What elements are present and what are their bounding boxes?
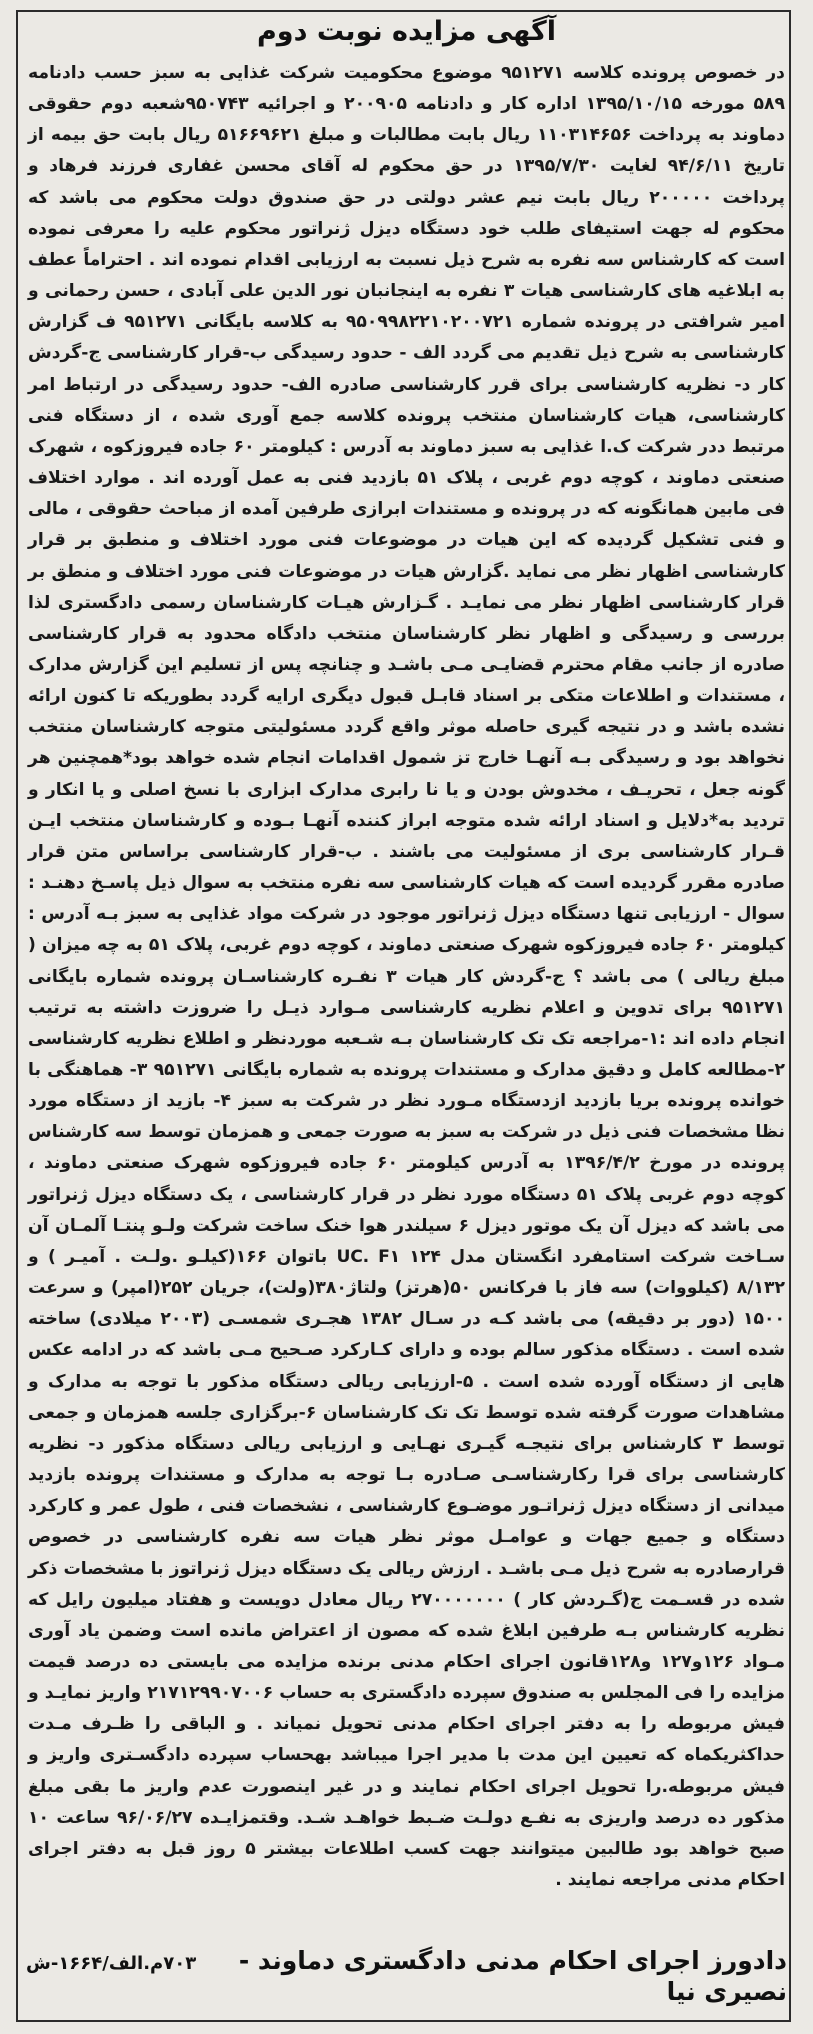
notice-footer [26,1946,787,2006]
court-office: دادورز اجرای احکام مدنی دادگستری دماوند - [238,1946,787,1975]
reference-number: ۷۰۳م.الف/۱۶۶۴-ش [26,1953,197,1974]
footer-first-line [26,1946,787,1975]
notice-body: در خصوص پرونده کلاسه ۹۵۱۲۷۱ موضوع محکومیت شرکت غذایی به سبز حسب دادنامه ۵۸۹ مورخه ۱۳۹۵/۱۰/۱۵ اداره کار و دادنامه ۲۰۰۹۰۵ و اجرائیه ۹۵۰۷۴۳شعبه دوم حقوقی دماوند به پرداخت ۱۱۰۳۱۴۶۵۶ ریال بابت مطالبات و مبلغ ۵۱۶۶۹۶۲۱ ریال بابت حق بیمه از تاریخ ۹۴/۶/۱۱ لغایت ۱۳۹۵/۷/۳۰ در حق محکوم له آقای محسن غفاری فرزند فرهاد و پرداخت ۲۰۰۰۰۰ ریال بابت نیم عشر دولتی در حق صندوق دولت محکوم می باشد که محکوم له جهت استیفای طلب خود دستگاه دیزل ژنراتور محکوم علیه را معرفی نموده است که کارشناس سه نفره به شرح ذیل نسبت به ارزیابی اقدام نموده اند . احتراماً عطف به ابلاغیه های کارشناسی هیات ۳ نفره به اینجانبان نور الدین علی آبادی ، حسن رحمانی و امیر شرافتی در پرونده شماره ۹۵۰۹۹۸۲۲۱۰۲۰۰۷۲۱ به کلاسه بایگانی ۹۵۱۲۷۱ ف گزارش کارشناسی به شرح ذیل تقدیم می گردد الف - حدود رسیدگی ب-قرار کارشناسی ج-گردش کار د- نظریه کارشناسی برای قرر کارشناسی صادره الف- حدود رسیدگی در ارتباط امر کارشناسی، هیات کارشناسان منتخب پرونده کلاسه جمع آوری شده ، از دستگاه فنی مرتبط ددر شرکت ک.ا غذایی به سبز دماوند به آدرس : کیلومتر ۶۰ جاده فیروزکوه ، شهرک صنعتی دماوند ، کوچه دوم غربی ، پلاک ۵۱ بازدید فنی به عمل آورده اند . موارد اختلاف فی مابین همانگونه که در پرونده و مستندات ابرازی طرفین آمده از مباحث حقوقی ، مالی و فنی تشکیل گردیده که این هیات در موضوعات فنی مورد اختلاف و منطبق بر قرار کارشناسی اظهار نظر می نماید .گزارش هیات در موضوعات فنی مورد اختلاف و منطق بر قرار کارشناسی اظهار نظر می نمایـد . گـزارش هیـات کارشناسان رسمی دادگستری لذا بررسی و رسیدگی و اظهار نظر کارشناسان منتخب دادگاه محدود به قرار کارشناسی صادره از جانب مقام محترم قضایـی مـی باشـد و چنانچه پس از تسلیم این گزارش مدارک ، مستندات و اطلاعات متکی بر اسناد قابـل قبول دیگری ارایه گردد بطوریکه تا کنون ارائه نشده باشد و در نتیجه گیری حاصله موثر واقع گردد مسئولیتی متوجه کارشناسان منتخب نخواهد بود و رسیدگی بـه آنهـا خارج تز شمول اقدامات انجام شده خواهد بود*همچنین هر گونه جعل ، تحریـف ، مخدوش بودن و یا نا رابری مدارک ابزاری با نسخ اصلی و یا انکار و تردید به*دلایل و اسناد ارائه شده متوجه ابراز کننده آنهـا بـوده و کارشناسان منتخب ایـن قـرار کارشناسی بری از مسئولیت می باشند . ب-قرار کارشناسی براساس متن قرار صادره مقرر گردیده است که هیات کارشناسی سه نفره منتخب به سوال ذیل پاسـخ دهنـد : سوال - ارزیابی تنها دستگاه دیزل ژنراتور موجود در شرکت مواد غذایی به سبز بـه آدرس : کیلومتر ۶۰ جاده فیروزکوه شهرک صنعتی دماوند ، کوچه دوم غربی، پلاک ۵۱ به چه میزان ( مبلغ ریالی ) می باشد ؟ ج-گردش کار هیات ۳ نفـره کارشناسـان پرونده شماره بایگانی ۹۵۱۲۷۱ برای تدوین و اعلام نظریه کارشناسی مـوارد ذیـل را ضروزت داشته به ترتیب انجام داده اند :۱-مراجعه تک تک کارشناسان بـه شـعبه موردنظر و اطلاع نظریه کارشناسی ۲-مطالعه کامل و دقیق مدارک و مستندات پرونده به شماره بایگانی ۹۵۱۲۷۱ ۳- هماهنگی با خوانده پرونده بریا بازدید ازدستگاه مـورد نظر در شرکت به سبز ۴- بازید از دستگاه مورد نظا مشخصات فنی ذیل در شرکت به سبز به صورت جمعی و همزمان توسط سه کارشناس پرونده در مورخ ۱۳۹۶/۴/۲ به آدرس کیلومتر ۶۰ جاده فیروزکوه شهرک صنعتی دماوند ، کوچه دوم غربی پلاک ۵۱ دستگاه مورد نظر در قرار کارشناسی ، یک دستگاه دیزل ژنراتور می باشد که دیزل آن یک موتور دیزل ۶ سیلندر هوا خنک ساخت شرکت ولـو پنتـا آلمـان آن سـاخت شرکت استامفرد انگستان مدل UC. F۱ ۱۲۴ باتوان ۱۶۶(کیلـو .ولـت . آمیـر ) و ۸/۱۳۲ (کیلووات) سه فاز با فرکانس ۵۰(هرتز) ولتاژ۳۸۰(ولت)، جریان ۲۵۲(امپر) و سرعت ۱۵۰۰ (دور بر دقیقه) می باشد کـه در سـال ۱۳۸۲ هجـری شمسـی (۲۰۰۳ میلادی) ساخته شده است . دستگاه مذکور سالم بوده و دارای کـارکرد صـحیح مـی باشد که در ادامه عکس هایی از دستگاه آورده شده است . ۵-ارزیابی ریالی دستگاه مذکور با توجه به مدارک و مشاهدات صورت گرفته شده توسط تک تک کارشناسان ۶-برگزاری جلسه همزمان و جمعی توسط ۳ کارشناس برای نتیجـه گیـری نهـایی و ارزیابی ریالی دستگاه مذکور د- نظریه کارشناسی برای قرا رکارشناسـی صـادره بـا توجه به مدارک و مستندات پرونده بازدید میدانی از دستگاه دیزل ژنراتـور موضـوع کارشناسی ، نشخصات فنی ، طول عمر و کارکرد دستگاه و جمیع جهات و عوامـل موثر نظر هیات سه نفره کارشناسی در خصوص قرارصادره به شرح ذیل مـی باشـد . ارزش ریالی یک دستگاه دیزل ژنراتوز با مشخصات ذکر شده در قسـمت ج(گـردش کار ) ۲۷۰۰۰۰۰۰۰ ریال معادل دویست و هفتاد میلیون رایل که نظریه کارشناس بـه طرفین ابلاغ شده که مصون از اعتراض مانده است وضمن یاد آوری مـواد ۱۲۶و۱۲۷ و۱۲۸قانون اجرای احکام مدنی برنده مزایده می بایستی ده درصد قیمت مزایده را فی المجلس به صندوق سپرده دادگستری به حساب ۲۱۷۱۲۹۹۰۷۰۰۶ واریز نمایـد و فیش مربوطه را به دفتر اجرای احکام مدنی تحویل نمیاند . و الباقی را ظـرف مـدت حداکثریکماه که تعیین این مدت با مدیر اجرا میباشد بهحساب سپرده دادگسـتری واریز و فیش مربوطه.را تحویل اجرای احکام نمایند و در غیر اینصورت عدم واریز ما بقی مبلغ مذکور ده درصد واریزی به نفـع دولـت ضـبط خواهـد شـد. وقتمزایـده ۹۶/۰۶/۲۷ ساعت ۱۰ صبح خواهد بود طالبین میتوانند جهت کسب اطلاعات بیشتر ۵ روز قبل به دفتر اجرای احکام مدنی مراجعه نمایند . [28,63,785,1891]
signer-name: نصیری نیا [666,1977,787,2006]
notice-title: آگهی مزایده نوبت دوم [257,16,556,47]
